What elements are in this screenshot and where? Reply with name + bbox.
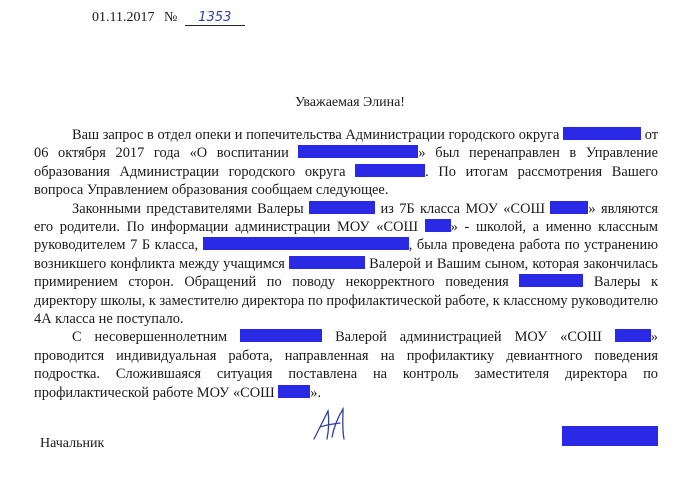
p1-text-1: Ваш запрос в отдел опеки и попечительства Администрации городского округа [72,127,560,143]
redaction-block [240,329,322,342]
handwritten-signature [310,405,350,445]
salutation: Уважаемая Элина! [295,95,405,110]
p2-text-7: Валеры к директору школы, к заместителю директора по профилактической работе, к классному руководителю 4А класса не поступало. [34,274,658,328]
redaction-block [563,127,641,140]
p3-text-3: » проводится индивидуальная работа, направленная на профилактику девиантного поведения подростка. Сложившаяся ситуация поставлена на контроль заместителя директора по профилактической работе МОУ «СОШ [34,329,658,401]
p2-text-3: » являются его родители. По информации администрации МОУ «СОШ [34,200,659,236]
redaction-block [550,201,588,214]
p1-text-2: от 06 октября 2017 года «О воспитании [34,127,658,162]
redaction-block [298,145,418,158]
signatory-position: Начальник [40,436,105,451]
redaction-block [289,256,365,269]
p2-text-1: Законными представителями Валеры [72,200,304,217]
p1-text-4: . По итогам рассмотрения Вашего вопроса Управлением образования сообщаем следующее. [34,163,658,199]
document-date: 01.11.2017 [92,10,155,25]
paragraph-1 [34,126,658,200]
p2-text-5: , была проведена работа по устранению возникшего конфликта между учащимся [34,237,658,272]
redaction-block [425,219,451,232]
paragraph-2 [34,200,658,329]
p1-text-3: » был перенаправлен в Управление образования Администрации городского округа [34,145,658,180]
redaction-block [615,329,651,342]
number-sign: № [163,10,178,25]
redaction-block [562,426,658,446]
p3-text-4: ». [310,384,322,401]
redaction-block [203,237,409,250]
document-header [92,10,245,26]
redaction-block [519,274,583,287]
p3-text-1: С несовершеннолетним [72,329,228,346]
paragraph-3 [34,328,658,402]
p3-text-2: Валерой администрацией МОУ «СОШ [335,329,602,346]
p2-text-4: » - школой, а именно классным руководителем 7 Б класса, [34,219,658,254]
document-number: 1353 [185,11,245,26]
redaction-block [278,385,310,398]
p2-text-6: Валерой и Вашим сыном, которая закончилась примирением сторон. Обращений по поводу некорректного поведения [34,255,658,291]
letter-body [34,126,658,402]
redaction-block [309,201,375,214]
redaction-block [355,164,425,177]
p2-text-2: из 7Б класса МОУ «СОШ [380,200,545,217]
